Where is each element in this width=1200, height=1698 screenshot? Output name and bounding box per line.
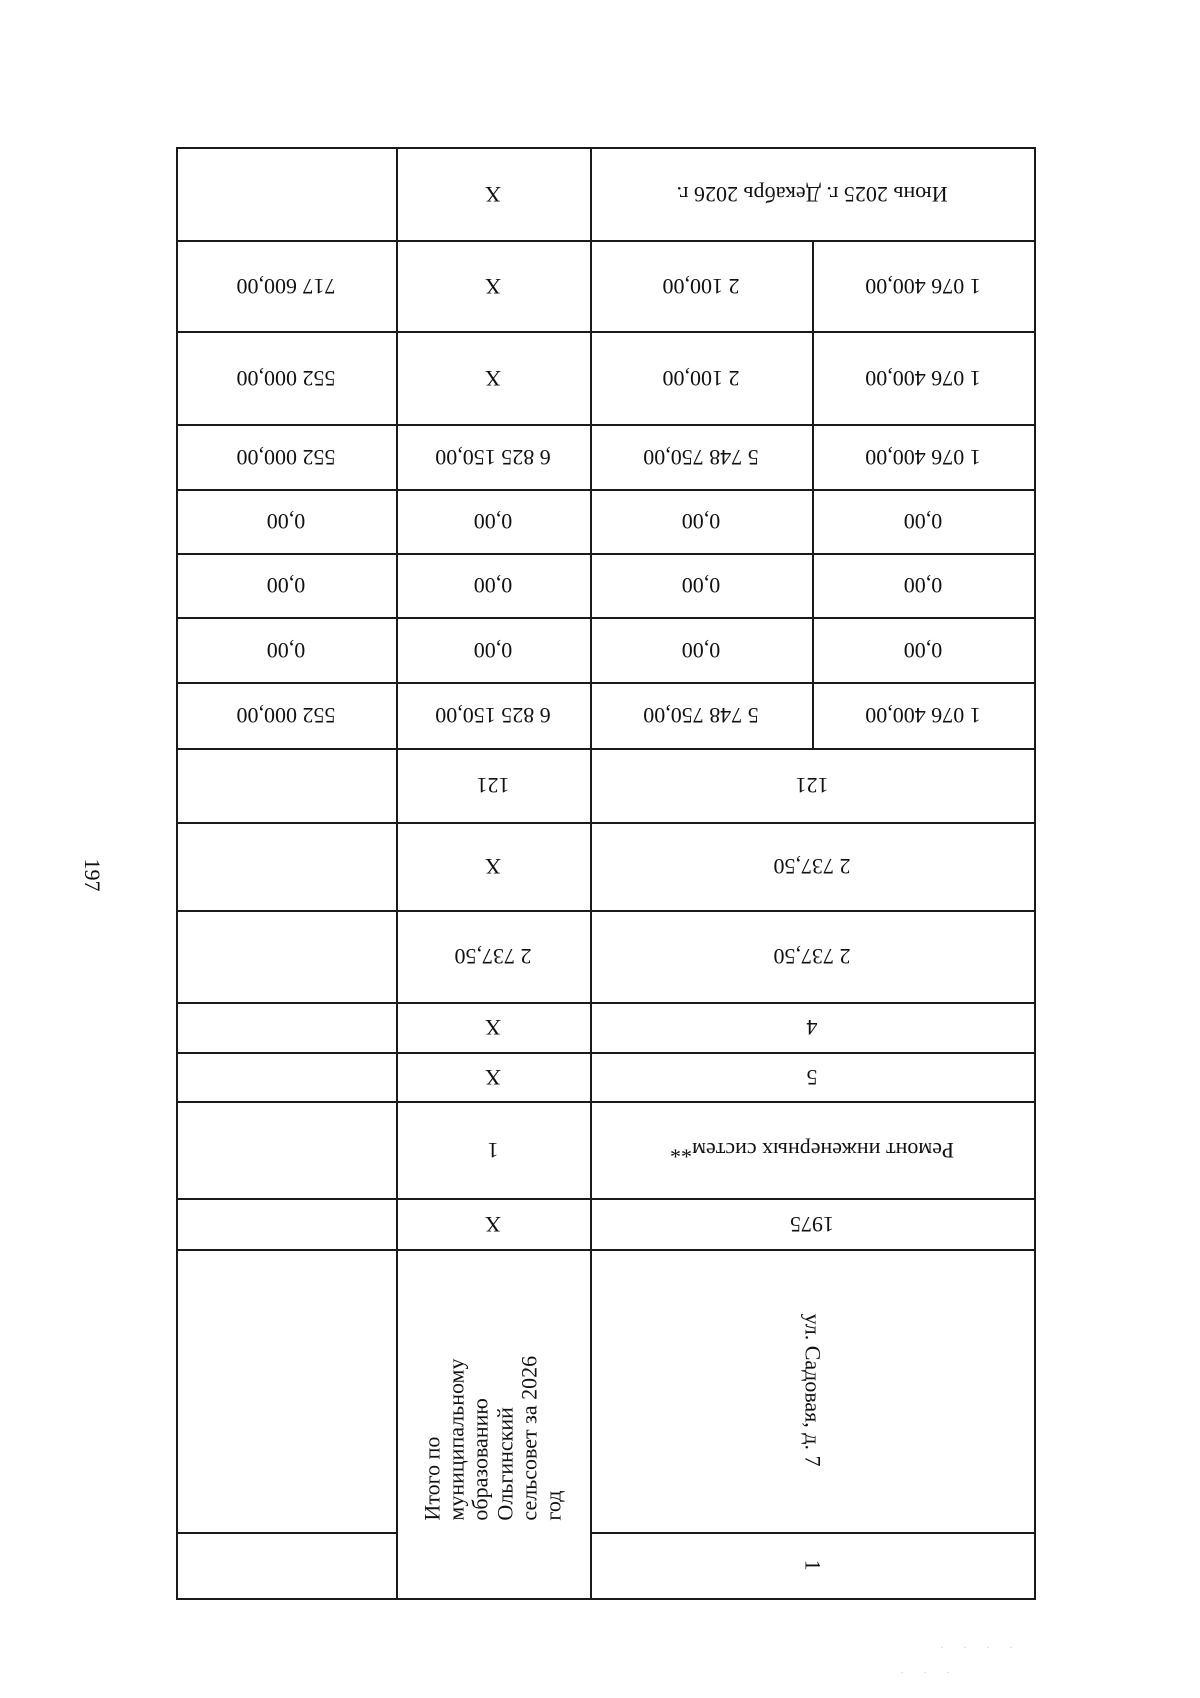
value-col-c: 717 600,00 <box>236 273 336 299</box>
address-cell <box>590 1249 1034 1532</box>
value-col-b: 6 825 150,00 <box>435 444 551 470</box>
value-col-a: 2 737,50 <box>773 944 851 970</box>
value-col-b: X <box>485 1064 501 1090</box>
value-col-b: 0,00 <box>473 573 513 599</box>
value-col-a-cell <box>590 240 812 331</box>
value-col-a-cell <box>590 424 812 489</box>
value-col-a2-cell <box>812 553 1034 617</box>
value-col-b-cell <box>396 1198 590 1249</box>
value-col-c: 0,00 <box>266 509 306 535</box>
value-col-a: 121 <box>795 773 829 799</box>
value-col-b: X <box>485 273 501 299</box>
value-col-a2: 0,00 <box>903 509 943 535</box>
value-col-a: 0,00 <box>681 509 721 535</box>
index-cell <box>590 1532 1034 1598</box>
value-col-a-cell <box>590 682 812 748</box>
value-col-c-cell <box>176 240 396 331</box>
value-col-c: 552 000,00 <box>236 365 336 391</box>
value-col-a2: 0,00 <box>903 573 943 599</box>
value-col-c-cell <box>176 489 396 553</box>
value-col-c-cell <box>176 748 396 822</box>
value-col-a2-cell <box>812 240 1034 331</box>
value-col-b: X <box>485 365 501 391</box>
scan-noise: · · · <box>900 1665 958 1679</box>
value-col-b-cell <box>396 424 590 489</box>
value-col-a2: 1 076 400,00 <box>865 273 981 299</box>
value-col-a: 5 748 750,00 <box>643 703 759 729</box>
value-col-c-cell <box>176 1198 396 1249</box>
value-col-a2: 1 076 400,00 <box>865 365 981 391</box>
value-col-b-cell <box>396 822 590 910</box>
value-col-c-cell <box>176 1052 396 1101</box>
value-col-a2-cell <box>812 331 1034 424</box>
value-col-c-cell <box>176 1101 396 1198</box>
value-col-c-cell <box>176 617 396 682</box>
value-col-c-cell <box>176 331 396 424</box>
value-col-a: Июнь 2025 г. Декабрь 2026 г. <box>676 181 948 207</box>
page-number: 197 <box>80 858 105 892</box>
value-col-a2-cell <box>812 617 1034 682</box>
value-col-a: 0,00 <box>681 637 721 663</box>
value-col-a: 4 <box>806 1015 818 1041</box>
value-col-a2-cell <box>812 489 1034 553</box>
value-col-c: 552 000,00 <box>236 703 336 729</box>
value-col-b-cell <box>396 147 590 240</box>
value-col-a-cell <box>590 1101 1034 1198</box>
value-col-a: Ремонт инженерных систем** <box>670 1137 954 1163</box>
summary-cell <box>396 1249 590 1598</box>
value-col-b: X <box>485 854 501 880</box>
value-col-a-cell <box>590 1052 1034 1101</box>
value-col-a-cell <box>590 331 812 424</box>
value-col-b: 121 <box>476 773 510 799</box>
value-col-a2: 1 076 400,00 <box>865 703 981 729</box>
value-col-a: 1975 <box>790 1211 834 1237</box>
value-col-a: 5 <box>806 1064 818 1090</box>
value-col-a2-cell <box>812 682 1034 748</box>
value-col-a: 2 100,00 <box>662 273 740 299</box>
value-col-b-cell <box>396 682 590 748</box>
value-col-a-cell <box>590 617 812 682</box>
value-col-b-cell <box>396 1002 590 1052</box>
value-col-b-cell <box>396 331 590 424</box>
value-col-a-cell <box>590 1198 1034 1249</box>
value-col-b: 6 825 150,00 <box>435 703 551 729</box>
value-col-b-cell <box>396 489 590 553</box>
value-col-b-cell <box>396 1101 590 1198</box>
row-index: 1 <box>800 1559 826 1571</box>
value-col-a-cell <box>590 910 1034 1002</box>
value-col-b: X <box>485 1015 501 1041</box>
value-col-b-cell <box>396 240 590 331</box>
value-col-b: 0,00 <box>473 509 513 535</box>
value-col-a: 2 737,50 <box>773 854 851 880</box>
value-col-b: 1 <box>487 1137 499 1163</box>
value-col-a-cell <box>590 748 1034 822</box>
value-col-a-cell <box>590 147 1034 240</box>
scan-noise: · · · · <box>940 1640 1021 1654</box>
table-border-bottom <box>176 1598 1036 1600</box>
value-col-b-cell <box>396 553 590 617</box>
value-col-c: 0,00 <box>266 573 306 599</box>
value-col-a2: 1 076 400,00 <box>865 444 981 470</box>
value-col-b-cell <box>396 910 590 1002</box>
address-index-separator-left <box>176 1532 396 1534</box>
value-col-b: X <box>485 1211 501 1237</box>
municipal-summary: Итого по муниципальному образованию Ольгинский сельсовет за 2026 год <box>419 1355 566 1521</box>
value-col-b: 0,00 <box>473 637 513 663</box>
value-col-a: 0,00 <box>681 573 721 599</box>
value-col-b-cell <box>396 748 590 822</box>
value-col-a: 5 748 750,00 <box>643 444 759 470</box>
value-col-a2-cell <box>812 424 1034 489</box>
value-col-c-cell <box>176 424 396 489</box>
value-col-c-cell <box>176 682 396 748</box>
value-col-c-cell <box>176 553 396 617</box>
table-border-right <box>1034 147 1036 1598</box>
value-col-c: 552 000,00 <box>236 444 336 470</box>
value-col-c-cell <box>176 147 396 240</box>
value-col-c-cell <box>176 910 396 1002</box>
value-col-b-cell <box>396 1052 590 1101</box>
value-col-a-cell <box>590 1002 1034 1052</box>
value-col-b: X <box>485 181 501 207</box>
value-col-b: 2 737,50 <box>454 944 532 970</box>
value-col-a-cell <box>590 553 812 617</box>
address: ул. Садовая, д. 7 <box>800 1314 826 1467</box>
value-col-c-cell <box>176 822 396 910</box>
value-col-a-cell <box>590 822 1034 910</box>
value-col-a2: 0,00 <box>903 637 943 663</box>
value-col-a: 2 100,00 <box>662 365 740 391</box>
value-col-c-cell <box>176 1002 396 1052</box>
value-col-a-cell <box>590 489 812 553</box>
value-col-c: 0,00 <box>266 637 306 663</box>
value-col-b-cell <box>396 617 590 682</box>
